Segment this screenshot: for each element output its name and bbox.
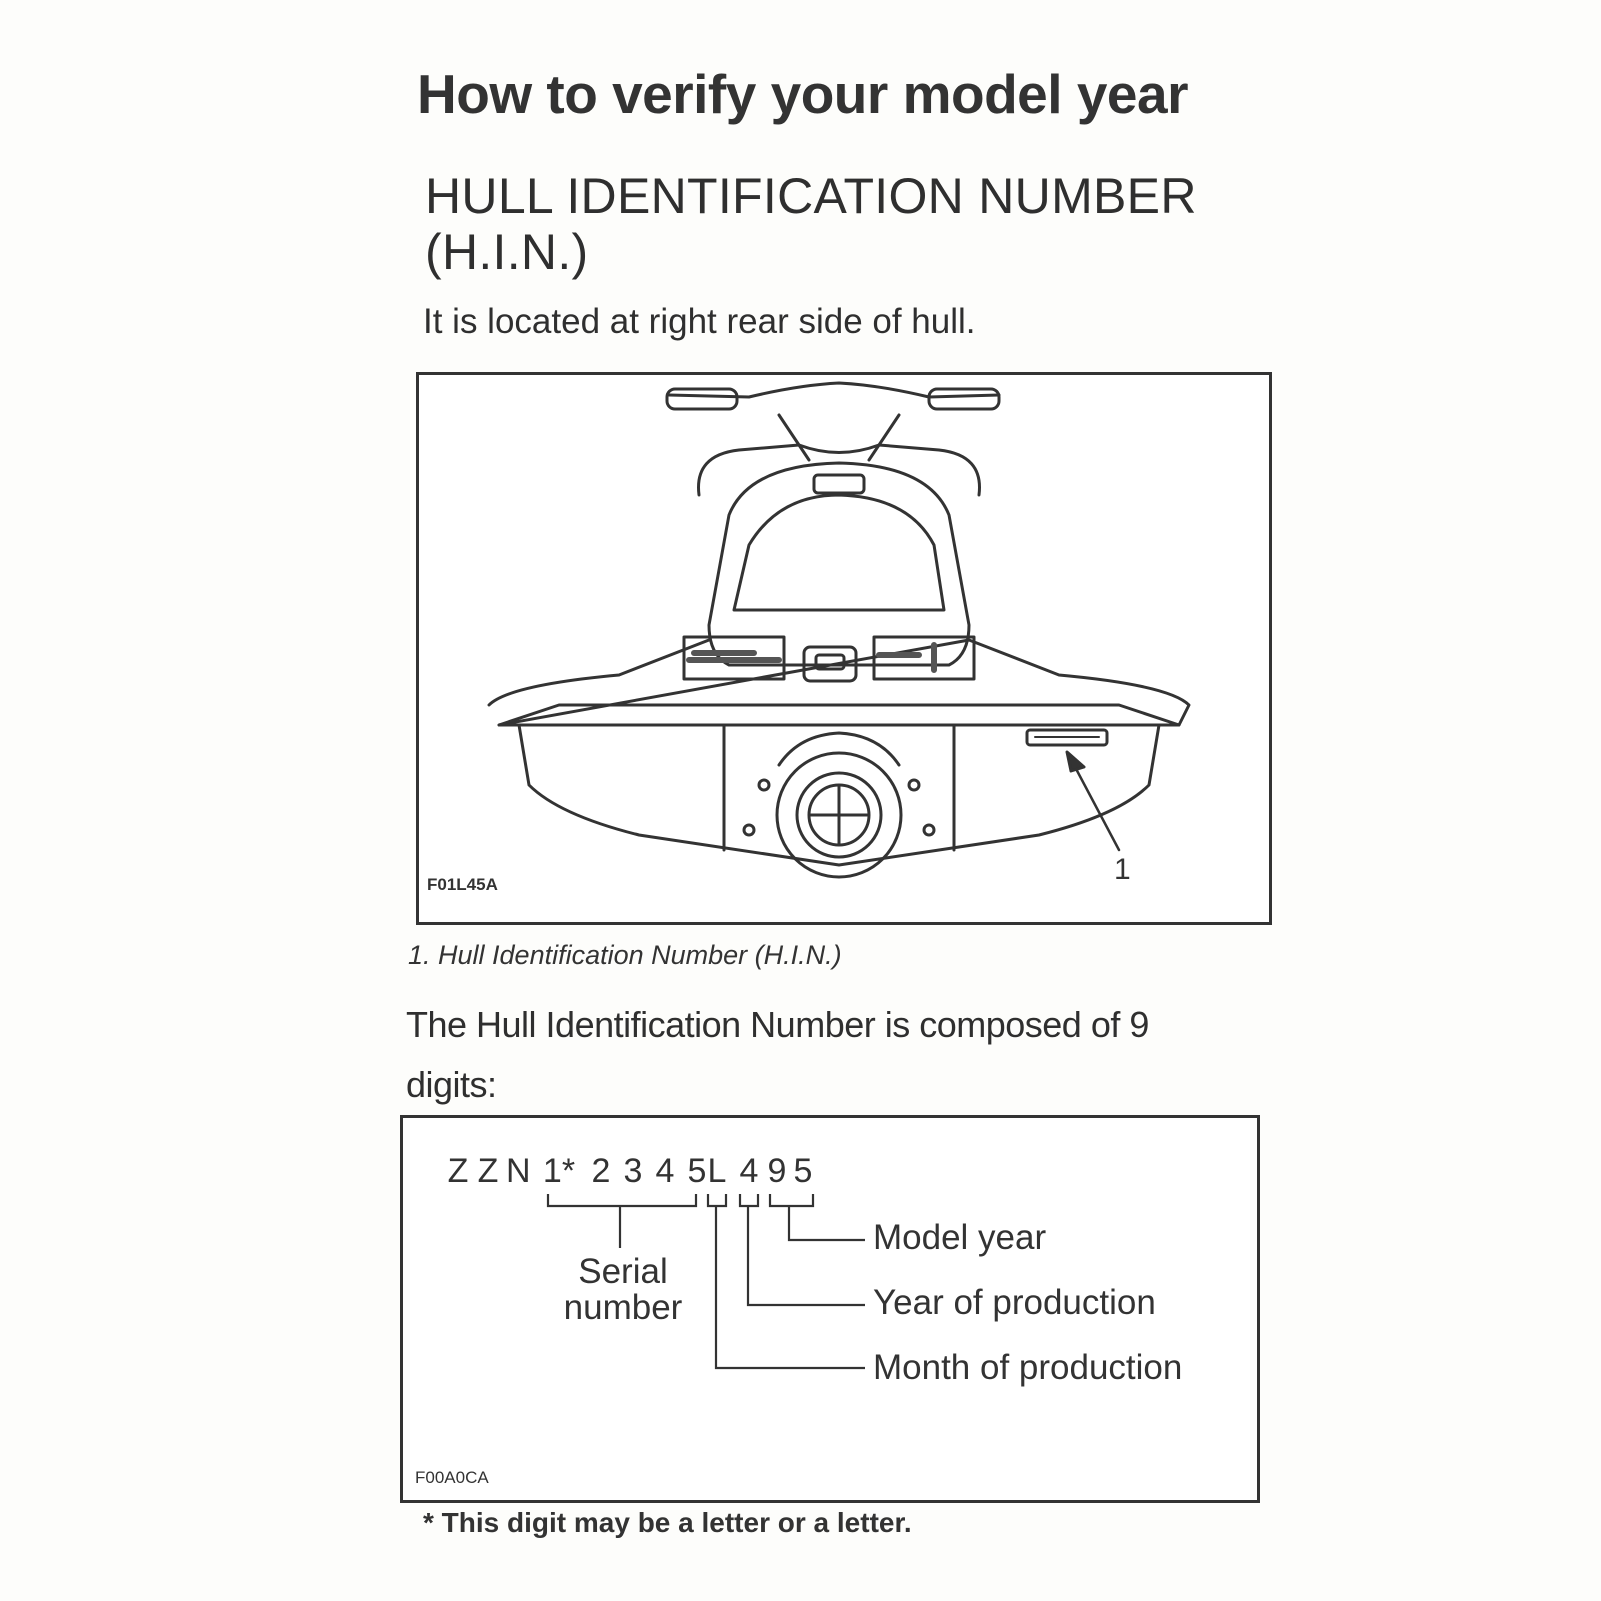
hin-char: 4 [739,1152,759,1190]
section-heading-line1: HULL IDENTIFICATION NUMBER [425,168,1197,224]
serial-label-line2: number [563,1288,683,1327]
section-heading [425,168,1197,280]
cowl [699,445,980,495]
watercraft-drawing [419,375,1269,922]
hin-char: 3 [623,1152,643,1190]
month-bracket [708,1194,865,1368]
footnote: * This digit may be a letter or a letter. [423,1507,912,1538]
body-text: The Hull Identification Number is composed of 9 digits: [406,1004,1149,1105]
model-year-bracket [770,1194,865,1240]
serial-number-label [553,1254,693,1326]
figure1-code: F01L45A [427,875,498,894]
hin-diagram [400,1115,1260,1503]
serial-bracket [548,1194,696,1248]
hin-char: N [506,1152,531,1190]
page-title: How to verify your model year [417,63,1188,125]
hin-char: Z [447,1152,469,1190]
year-bracket [740,1194,865,1305]
model-year-label: Model year [873,1218,1047,1257]
right-grip [929,389,999,409]
hin-char: 5 [793,1152,813,1190]
callout-arrow [1074,765,1119,850]
figure1-caption: 1. Hull Identification Number (H.I.N.) [408,940,842,970]
hin-char: Z [477,1152,499,1190]
hin-char: 5 [687,1152,707,1190]
watercraft-figure [416,372,1272,925]
month-of-production-label: Month of production [873,1348,1183,1387]
hin-char: 1* [542,1152,576,1190]
intro-text: It is located at right rear side of hull. [423,302,976,341]
serial-label-line1: Serial [578,1252,668,1291]
hin-char: L [707,1152,727,1190]
left-grip [667,389,737,409]
callout-number: 1 [1114,853,1131,886]
hin-char: 2 [591,1152,611,1190]
section-heading-line2: (H.I.N.) [425,224,589,280]
figure2-code: F00A0CA [415,1468,489,1487]
year-of-production-label: Year of production [873,1283,1156,1322]
hin-char: 4 [655,1152,675,1190]
hin-char: 9 [767,1152,787,1190]
